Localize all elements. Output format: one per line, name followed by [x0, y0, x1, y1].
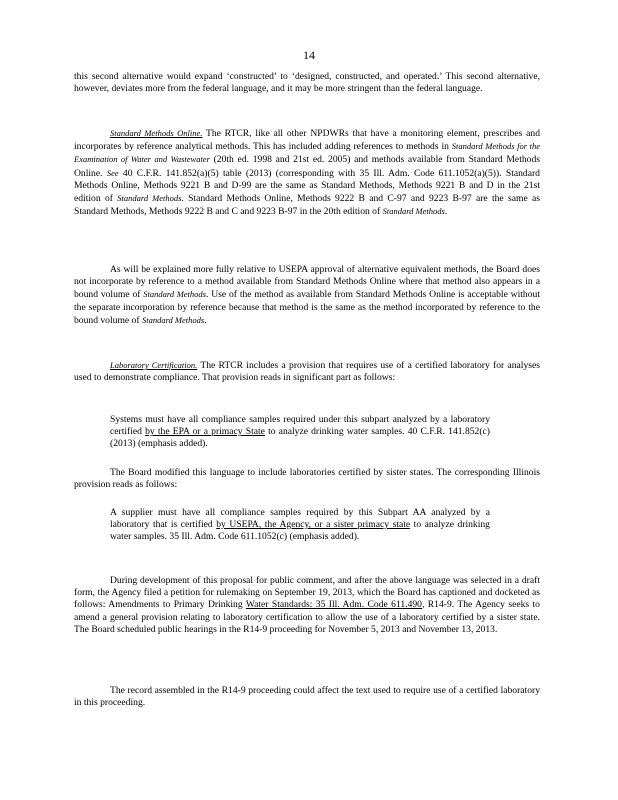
- heading-standard-methods-online: Standard Methods Online.: [110, 128, 203, 138]
- heading-laboratory-certification: Laboratory Certification.: [110, 360, 198, 370]
- paragraph-alternative: this second alternative would expand ‘constructed’ to ‘designed, constructed, and operated.’ This second alternative, however, deviates more from the federal language, and it may be more stringent than the federal language.: [74, 71, 540, 95]
- paragraph-laboratory-certification: Laboratory Certification. The RTCR includes a provision that requires use of a certified laboratory for analyses used to demonstrate compliance. That provision reads in significant part as follows:: [74, 360, 540, 384]
- paragraph-board-modified: The Board modified this language to include laboratories certified by sister states. The corresponding Illinois provision reads as follows:: [74, 467, 540, 491]
- block-quote-federal: Systems must have all compliance samples required under this subpart analyzed by a laboratory certified by the EPA or a primacy State to analyze drinking water samples. 40 C.F.R. 141.852(c) (2013) (emphasis added).: [110, 414, 490, 450]
- paragraph-record-assembled: The record assembled in the R14-9 proceeding could affect the text used to require use of a certified laboratory in this proceeding.: [74, 685, 540, 709]
- paragraph-during-development: During development of this proposal for public comment, and after the above language was selected in a draft form, the Agency filed a petition for rulemaking on September 19, 2013, which the Board has captioned and docketed as follows: Amendments to Primary Drinking Water Standards: 35 Ill. Adm. Code 611.490, R14-9. The Agency seeks to amend a general provision relating to laboratory certification to allow the use of a laboratory certified by a sister state. The Board scheduled public hearings in the R14-9 proceeding for November 5, 2013 and November 13, 2013.: [74, 575, 540, 635]
- paragraph-standard-methods: Standard Methods Online. The RTCR, like all other NPDWRs that have a monitoring element, prescribes and incorporates by reference analytical methods. This has included adding references to methods in Standard Methods for the Examination of Water and Wastewater (20th ed. 1998 and 21st ed. 2005) and methods available from Standard Methods Online. See 40 C.F.R. 141.852(a)(5) table (2013) (corresponding with 35 Ill. Adm. Code 611.1052(a)(5)). Standard Methods Online, Methods 9221 B and D-99 are the same as Standard Methods, Methods 9221 B and D in the 21st edition of Standard Methods. Standard Methods Online, Methods 9222 B and C-97 and 9223 B-97 are the same as Standard Methods, Methods 9222 B and C and 9223 B-97 in the 20th edition of Standard Methods.: [74, 128, 541, 218]
- page-number: 14: [303, 48, 315, 62]
- paragraph-usepa-approval: As will be explained more fully relative to USEPA approval of alternative equivalent methods, the Board does not incorporate by reference to a method available from Standard Methods Online where that method also appears in a bound volume of Standard Methods. Use of the method as available from Standard Methods Online is acceptable without the separate incorporation by reference because that method is the same as the method incorporated by reference to the bound volume of Standard Methods.: [74, 264, 540, 326]
- block-quote-illinois: A supplier must have all compliance samples required by this Subpart AA analyzed by a laboratory that is certified by USEPA, the Agency, or a sister primacy state to analyze drinking water samples. 35 Ill. Adm. Code 611.1052(c) (emphasis added).: [110, 507, 490, 543]
